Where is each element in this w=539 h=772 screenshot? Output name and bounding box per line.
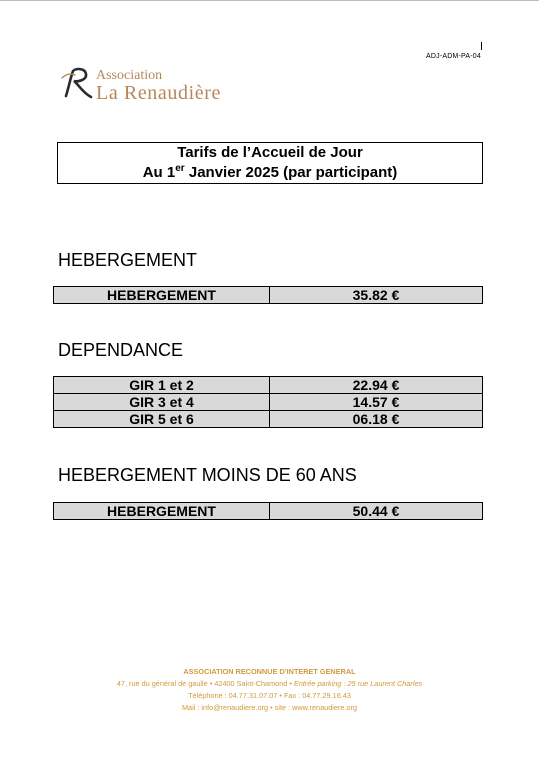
rate-label: GIR 1 et 2: [54, 377, 270, 394]
footer-contact: Mail : info@renaudiere.org • site : www.renaudiere.org: [181, 703, 358, 712]
rate-price: 50.44 €: [270, 503, 483, 520]
section-heading-hebergement: HEBERGEMENT: [58, 250, 198, 270]
rate-label: HEBERGEMENT: [54, 287, 270, 304]
rate-label: HEBERGEMENT: [54, 503, 270, 520]
title-line-2: [58, 163, 482, 183]
section-heading-hebergement-moins-60: HEBERGEMENT MOINS DE 60 ANS: [58, 465, 357, 485]
footer-address: 47, rue du général de gaulle • 42400 Saint-Chamond •: [116, 679, 292, 688]
table-row: [54, 503, 483, 520]
title-date-superscript: er: [175, 163, 185, 174]
document-reference: ADJ-ADM-PA-04: [426, 53, 481, 60]
title-line-1: Tarifs de l’Accueil de Jour: [177, 144, 363, 161]
title-box: [57, 142, 483, 184]
rate-label: GIR 3 et 4: [54, 394, 270, 411]
text-cursor: [481, 42, 482, 50]
page-footer: [0, 666, 539, 714]
rate-price: 35.82 €: [270, 287, 483, 304]
section-heading-dependance: DEPENDANCE: [58, 340, 184, 360]
rate-price: 14.57 €: [270, 394, 483, 411]
rate-table-hebergement: [53, 286, 483, 304]
table-row: [54, 394, 483, 411]
title-date-suffix: Janvier 2025 (par participant): [184, 164, 398, 181]
logo-line-association: Association: [96, 68, 163, 83]
logo-line-name: La Renaudière: [96, 82, 221, 104]
footer-org: ASSOCIATION RECONNUE D’INTERET GENERAL: [183, 667, 356, 676]
association-logo: [60, 66, 260, 106]
footer-address-line: [0, 678, 539, 690]
footer-phone: Téléphone : 04.77.31.07.07 • Fax : 04.77.29.16.43: [188, 691, 351, 700]
logo-r-emblem-icon: [60, 66, 94, 102]
rate-price: 06.18 €: [270, 411, 483, 428]
rate-label: GIR 5 et 6: [54, 411, 270, 428]
rate-table-hebergement-moins-60: [53, 502, 483, 520]
rate-price: 22.94 €: [270, 377, 483, 394]
rate-table-dependance: [53, 376, 483, 428]
table-row: [54, 287, 483, 304]
table-row: [54, 411, 483, 428]
title-date-prefix: Au 1: [142, 164, 176, 181]
table-row: [54, 377, 483, 394]
footer-parking: Entrée parking : 25 rue Laurent Charles: [293, 679, 423, 688]
page-top-border: [0, 0, 539, 1]
